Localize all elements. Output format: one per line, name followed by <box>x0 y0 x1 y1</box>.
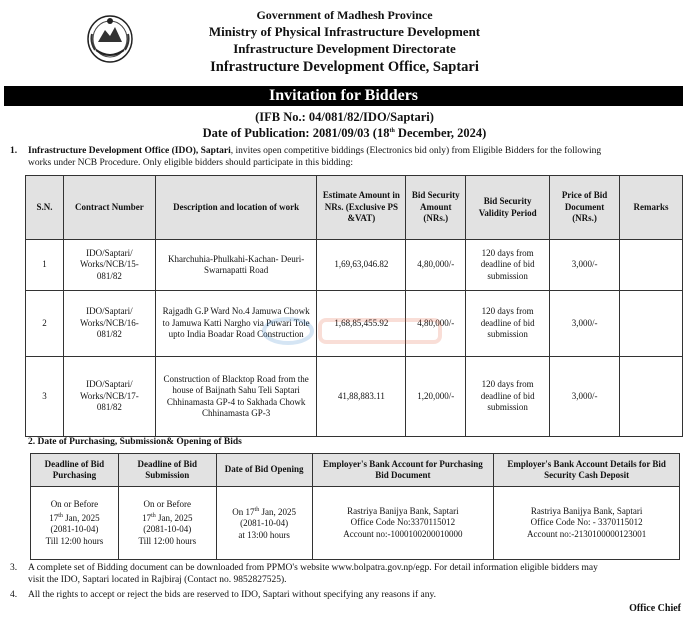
header-ministry: Ministry of Physical Infrastructure Development <box>208 24 481 39</box>
col-deadline-purchasing: Deadline of Bid Purchasing <box>31 454 119 487</box>
cell-contract: IDO/Saptari/ Works/NCB/17- 081/82 <box>63 357 155 437</box>
col-security: Bid Security Amount (NRs.) <box>406 176 466 240</box>
note-3-text: A complete set of Bidding document can be downloaded from PPMO's website www.bolpatra.gov.np/egp. For detail information eligible bidders may visit the IDO, Saptari located in Rajbiraj (Contact no. 9852827525). <box>28 563 598 585</box>
header-directorate: Infrastructure Development Directorate <box>233 41 456 56</box>
table-row <box>26 240 683 291</box>
cell-validity: 120 days from deadline of bid submission <box>466 291 550 357</box>
col-bank-account: Employer's Bank Account for Purchasing Bid Document <box>312 454 494 487</box>
cell-remarks <box>620 357 683 437</box>
intro-lead: Infrastructure Development Office (IDO), Saptari <box>28 146 231 156</box>
section-4-number: 4. <box>10 590 18 600</box>
table-row <box>26 291 683 357</box>
cell-sn: 2 <box>26 291 64 357</box>
bid-schedule-table <box>30 453 680 560</box>
bid-table-header <box>26 176 683 240</box>
cell-bank-account: Rastriya Banijya Bank, Saptari Office Code No:3370115012 Account no:-1000100200010000 <box>312 487 494 560</box>
bid-table <box>25 175 683 437</box>
cell-price: 3,000/- <box>550 357 620 437</box>
signature-office-chief: Office Chief <box>629 603 681 614</box>
col-sn: S.N. <box>26 176 64 240</box>
schedule-table-header <box>31 454 680 487</box>
cell-contract: IDO/Saptari/ Works/NCB/15- 081/82 <box>63 240 155 291</box>
table-row <box>31 487 680 560</box>
intro-paragraph: Infrastructure Development Office (IDO), Saptari, invites open competitive biddings (Electronics bid only) from Eligible Bidders for the following works under NCB Procedure. Only eligible bidders should participate in this bidding: <box>28 146 602 168</box>
col-description: Description and location of work <box>155 176 317 240</box>
header-office: Infrastructure Development Office, Saptari <box>210 59 479 75</box>
cell-price: 3,000/- <box>550 291 620 357</box>
cell-description: Construction of Blacktop Road from the house of Baijnath Sahu Teli Saptari Chhinamasta GP-4 to Sakhada Chowk Chhinamasta GP-3 <box>155 357 317 437</box>
cell-remarks <box>620 240 683 291</box>
cell-security: 4,80,000/- <box>406 291 466 357</box>
section-3-number: 3. <box>10 563 18 573</box>
note-4-text: All the rights to accept or reject the bids are reserved to IDO, Saptari without specifying any reasons if any. <box>28 590 437 600</box>
cell-opening-date: On 17th Jan, 2025 (2081-10-04) at 13:00 hours <box>216 487 312 560</box>
col-remarks: Remarks <box>620 176 683 240</box>
cell-estimate: 41,88,883.11 <box>317 357 406 437</box>
col-contract: Contract Number <box>63 176 155 240</box>
section-2-title: 2. Date of Purchasing, Submission& Opening of Bids <box>28 437 242 447</box>
col-bid-opening: Date of Bid Opening <box>216 454 312 487</box>
cell-security: 1,20,000/- <box>406 357 466 437</box>
cell-remarks <box>620 291 683 357</box>
publication-date: Date of Publication: 2081/09/03 (18th December, 2024) <box>202 126 487 140</box>
cell-sn: 3 <box>26 357 64 437</box>
cell-estimate: 1,68,85,455.92 <box>317 291 406 357</box>
cell-validity: 120 days from deadline of bid submission <box>466 357 550 437</box>
cell-estimate: 1,69,63,046.82 <box>317 240 406 291</box>
header-government: Government of Madhesh Province <box>256 8 433 22</box>
ifb-number: (IFB No.: 04/081/82/IDO/Saptari) <box>255 110 434 124</box>
table-row <box>26 357 683 437</box>
cell-purchasing-deadline: On or Before 17th Jan, 2025 (2081-10-04) Till 12:00 hours <box>31 487 119 560</box>
cell-description: Rajgadh G.P Ward No.4 Jamuwa Chowk to Jamuwa Katti Nargho via Puwari Tole upto India Boadar Road Construction <box>155 291 317 357</box>
invitation-banner: Invitation for Bidders <box>4 86 683 106</box>
col-price: Price of Bid Document (NRs.) <box>550 176 620 240</box>
cell-security-account: Rastriya Banijya Bank, Saptari Office Code No: - 3370115012 Account no:-2130100000123001 <box>494 487 680 560</box>
cell-price: 3,000/- <box>550 240 620 291</box>
cell-sn: 1 <box>26 240 64 291</box>
col-deadline-submission: Deadline of Bid Submission <box>118 454 216 487</box>
section-1-number: 1. <box>10 146 18 156</box>
cell-contract: IDO/Saptari/ Works/NCB/16- 081/82 <box>63 291 155 357</box>
cell-security: 4,80,000/- <box>406 240 466 291</box>
col-security-account: Employer's Bank Account Details for Bid Security Cash Deposit <box>494 454 680 487</box>
cell-validity: 120 days from deadline of bid submission <box>466 240 550 291</box>
cell-submission-deadline: On or Before 17th Jan, 2025 (2081-10-04) Till 12:00 hours <box>118 487 216 560</box>
cell-description: Kharchuhia-Phulkahi-Kachan- Deuri-Swarnapatti Road <box>155 240 317 291</box>
col-estimate: Estimate Amount in NRs. (Exclusive PS &VAT) <box>317 176 406 240</box>
col-validity: Bid Security Validity Period <box>466 176 550 240</box>
